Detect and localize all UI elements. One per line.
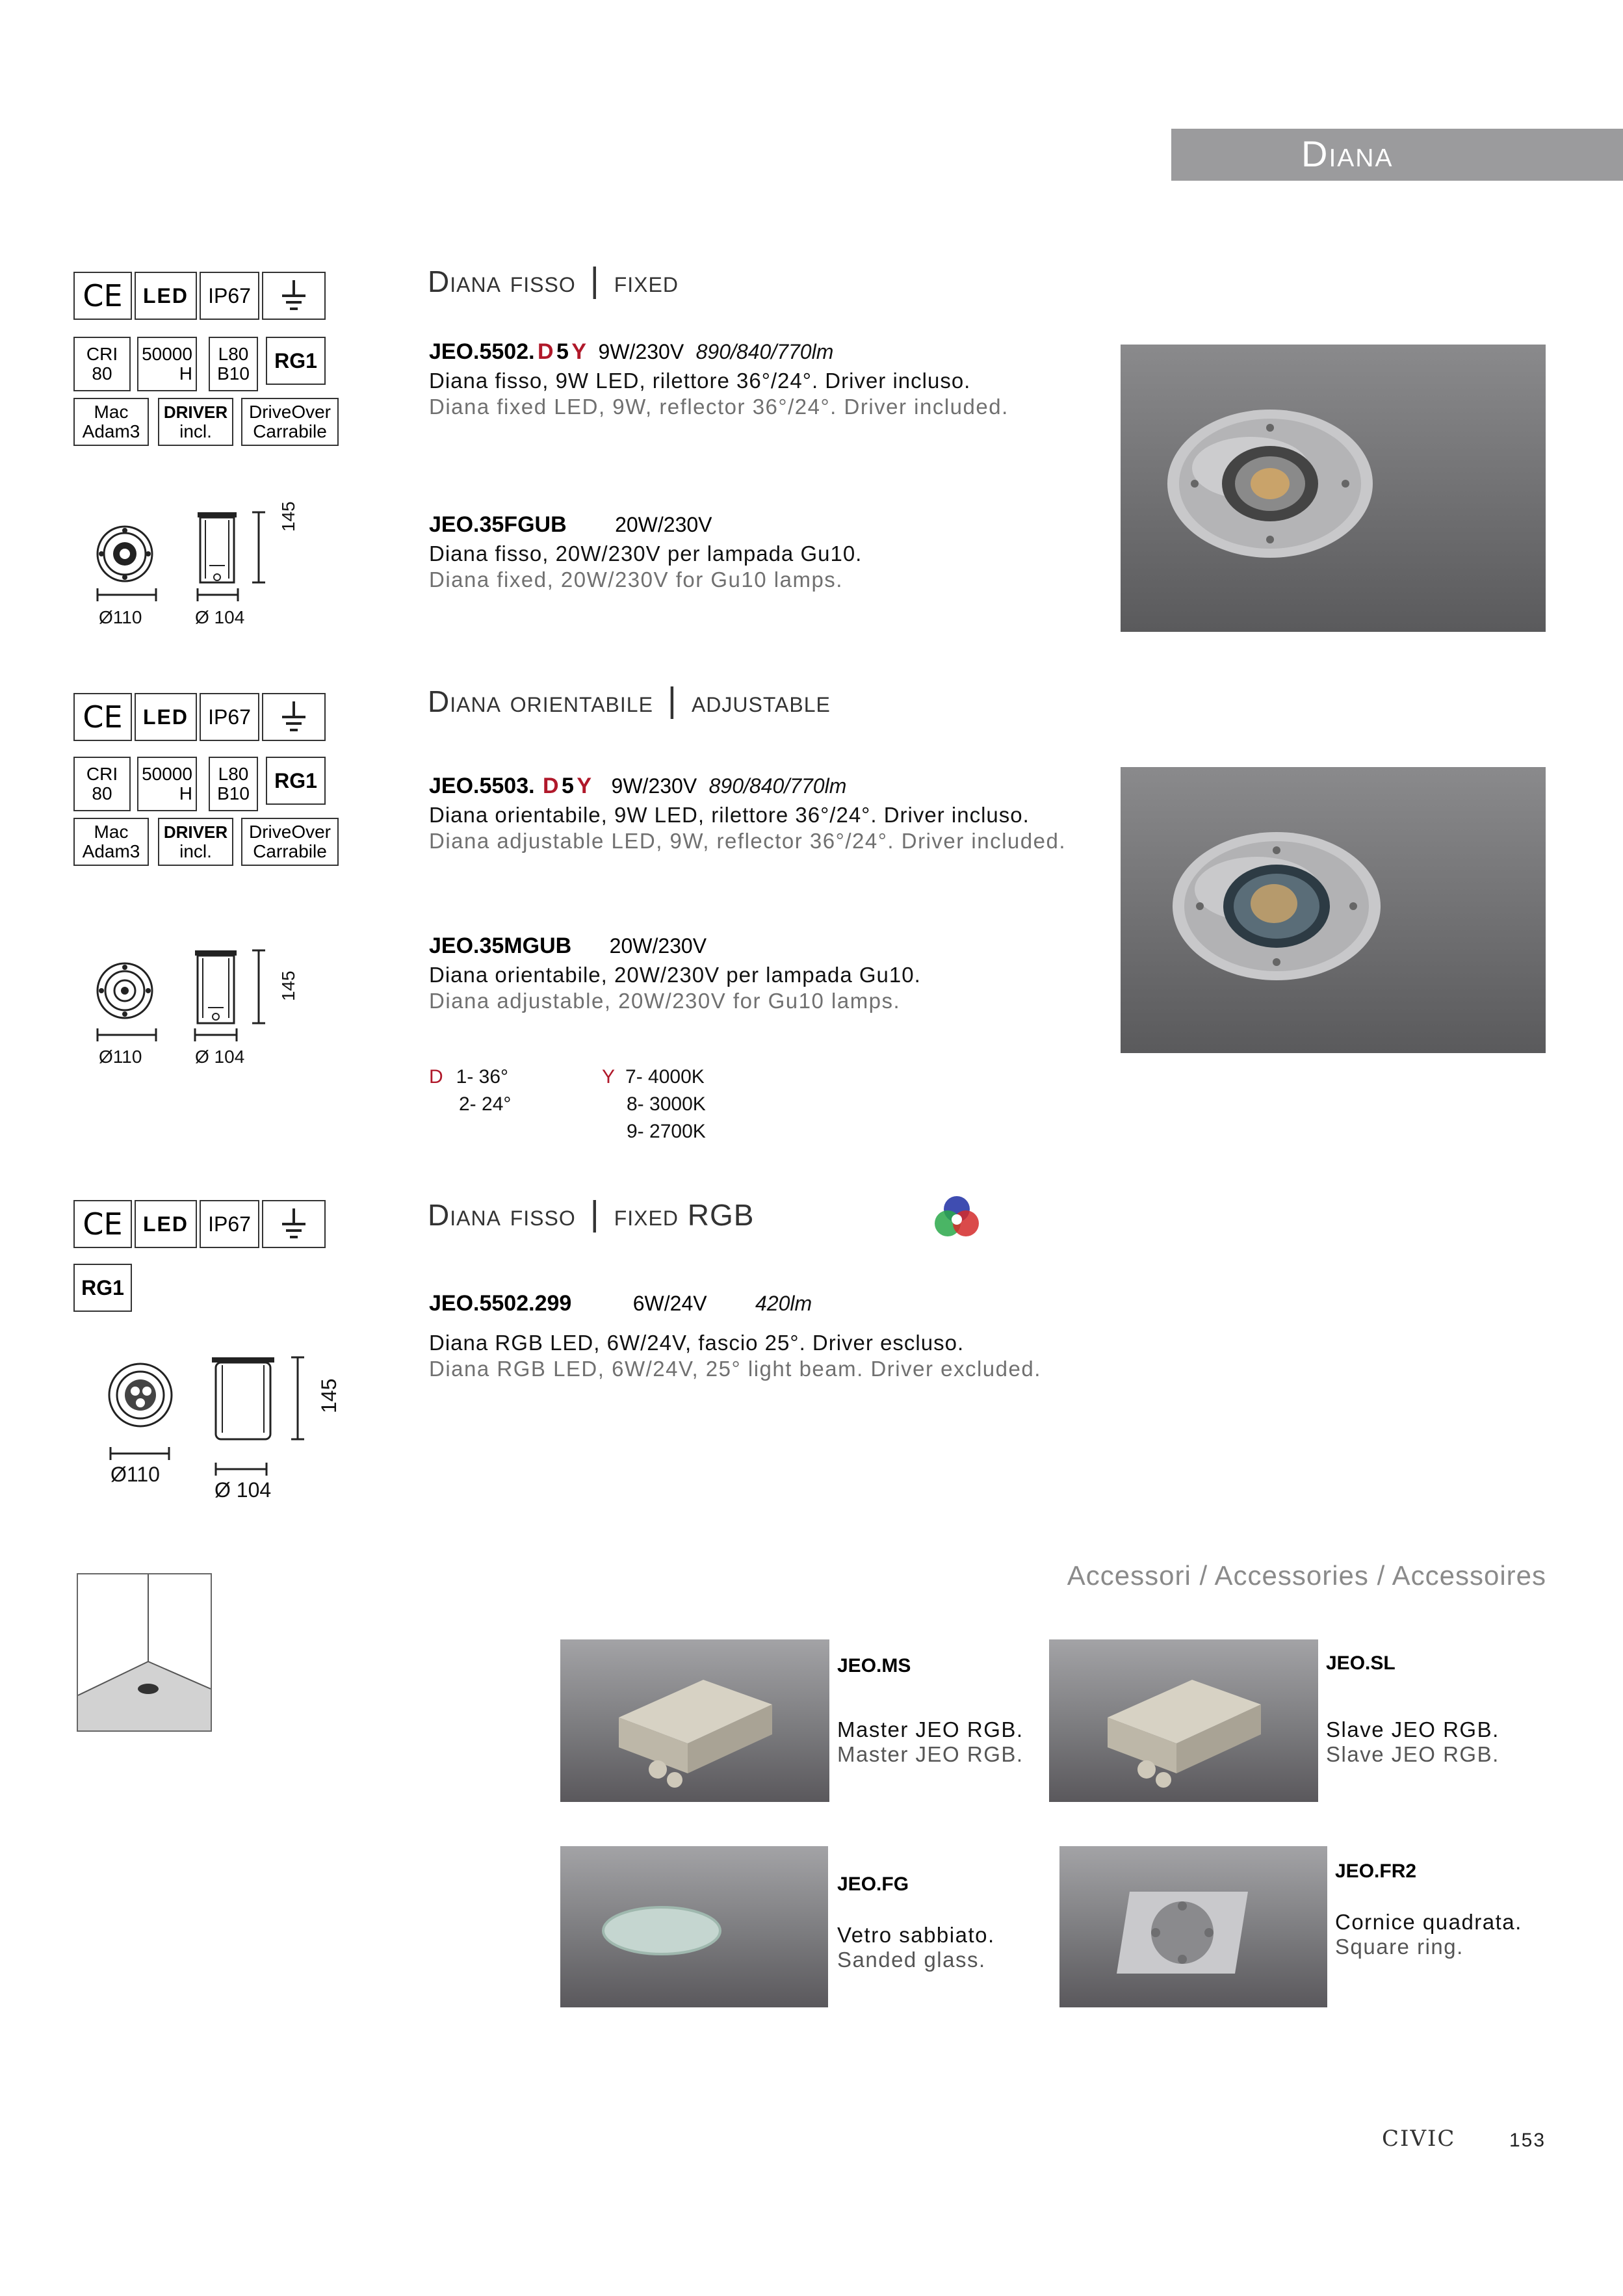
cri-badge: CRI 80 — [73, 757, 131, 811]
rg1-badge: RG1 — [266, 757, 326, 805]
product-photo-fixed — [1121, 345, 1546, 632]
cri-badge: CRI 80 — [73, 337, 131, 391]
hours-badge: 50000 H — [137, 757, 197, 811]
dim-inner-3: Ø 104 — [214, 1478, 272, 1502]
led-icon: LED — [135, 1200, 197, 1248]
header-bar — [1171, 129, 1623, 181]
section-1-title: Diana fisso | fixed — [428, 261, 679, 300]
ce-mark-icon: CE — [73, 1200, 132, 1248]
hours-badge: 50000 H — [137, 337, 197, 391]
accessory-fr2: JEO.FR2 Cornice quadrata. Square ring. — [1335, 1860, 1522, 1959]
product-jeo-5502-299: JEO.5502.299 6W/24V 420lm Diana RGB LED, 6W/24V, fascio 25°. Driver escluso. Diana RGB LED, 6W/24V, 25° light beam. Driver excluded. — [429, 1291, 1041, 1381]
mac-adam-badge: Mac Adam3 — [73, 818, 149, 866]
ce-mark-icon: CE — [73, 272, 132, 320]
dim-height-1: 145 — [278, 501, 298, 532]
accessory-ms: JEO.MS Master JEO RGB. Master JEO RGB. — [837, 1655, 1024, 1766]
dim-diameter-1: Ø110 — [99, 607, 142, 627]
earth-ground-icon — [262, 272, 326, 320]
dim-diameter-3: Ø110 — [110, 1463, 160, 1486]
ip67-badge: IP67 — [200, 693, 259, 741]
accessory-photo-fr2 — [1059, 1846, 1327, 2007]
dim-height-2: 145 — [278, 971, 298, 1001]
l80-badge: L80 B10 — [209, 337, 258, 391]
accessory-photo-ms — [560, 1639, 829, 1802]
earth-ground-icon — [262, 1200, 326, 1248]
rgb-icon — [932, 1194, 981, 1240]
product-jeo-35mgub: JEO.35MGUB 20W/230V Diana orientabile, 20W/230V per lampada Gu10. Diana adjustable, 20W/230V for Gu10 lamps. — [429, 933, 921, 1013]
installation-diagram — [77, 1573, 212, 1732]
accessory-fg: JEO.FG Vetro sabbiato. Sanded glass. — [837, 1873, 995, 1972]
driver-badge: DRIVER incl. — [158, 818, 233, 866]
led-icon: LED — [135, 272, 197, 320]
legend-beam: D 1- 36° 2- 24° — [429, 1066, 512, 1115]
led-icon: LED — [135, 693, 197, 741]
ip67-badge: IP67 — [200, 1200, 259, 1248]
page-number: 153 — [1509, 2130, 1546, 2151]
product-jeo-35fgub: JEO.35FGUB 20W/230V Diana fisso, 20W/230V per lampada Gu10. Diana fixed, 20W/230V for Gu10 lamps. — [429, 512, 863, 592]
header-title: Diana — [1301, 133, 1394, 174]
driver-badge: DRIVER incl. — [158, 398, 233, 446]
section-3-title: Diana fisso | fixed RGB — [428, 1194, 755, 1233]
rg1-badge: RG1 — [73, 1264, 132, 1312]
driveover-badge: DriveOver Carrabile — [241, 818, 339, 866]
dim-diameter-2: Ø110 — [99, 1047, 142, 1067]
dim-inner-2: Ø 104 — [195, 1047, 245, 1067]
product-photo-adjustable — [1121, 767, 1546, 1053]
brand-logo: CIVIC — [1382, 2126, 1456, 2152]
accessory-sl: JEO.SL Slave JEO RGB. Slave JEO RGB. — [1326, 1652, 1500, 1766]
ip67-badge: IP67 — [200, 272, 259, 320]
product-jeo-5502: JEO.5502. D 5 Y 9W/230V 890/840/770lm Diana fisso, 9W LED, rilettore 36°/24°. Driver incluso. Diana fixed LED, 9W, reflector 36°/24°. Driver included. — [429, 339, 1009, 419]
ce-mark-icon: CE — [73, 693, 132, 741]
mac-adam-badge: Mac Adam3 — [73, 398, 149, 446]
accessory-photo-fg — [560, 1846, 828, 2007]
rg1-badge: RG1 — [266, 337, 326, 385]
accessories-title: Accessori / Accessories / Accessoires — [1067, 1560, 1546, 1591]
earth-ground-icon — [262, 693, 326, 741]
section-2-title: Diana orientabile | adjustable — [428, 681, 831, 720]
dim-inner-1: Ø 104 — [195, 607, 245, 627]
l80-badge: L80 B10 — [209, 757, 258, 811]
dim-height-3: 145 — [317, 1378, 341, 1413]
legend-color-temp: Y 7- 4000K 8- 3000K 9- 2700K — [602, 1066, 706, 1142]
driveover-badge: DriveOver Carrabile — [241, 398, 339, 446]
product-jeo-5503: JEO.5503. D 5 Y 9W/230V 890/840/770lm Diana orientabile, 9W LED, rilettore 36°/24°. Driver incluso. Diana adjustable LED, 9W, reflector 36°/24°. Driver included. — [429, 774, 1067, 853]
accessory-photo-sl — [1049, 1639, 1318, 1802]
